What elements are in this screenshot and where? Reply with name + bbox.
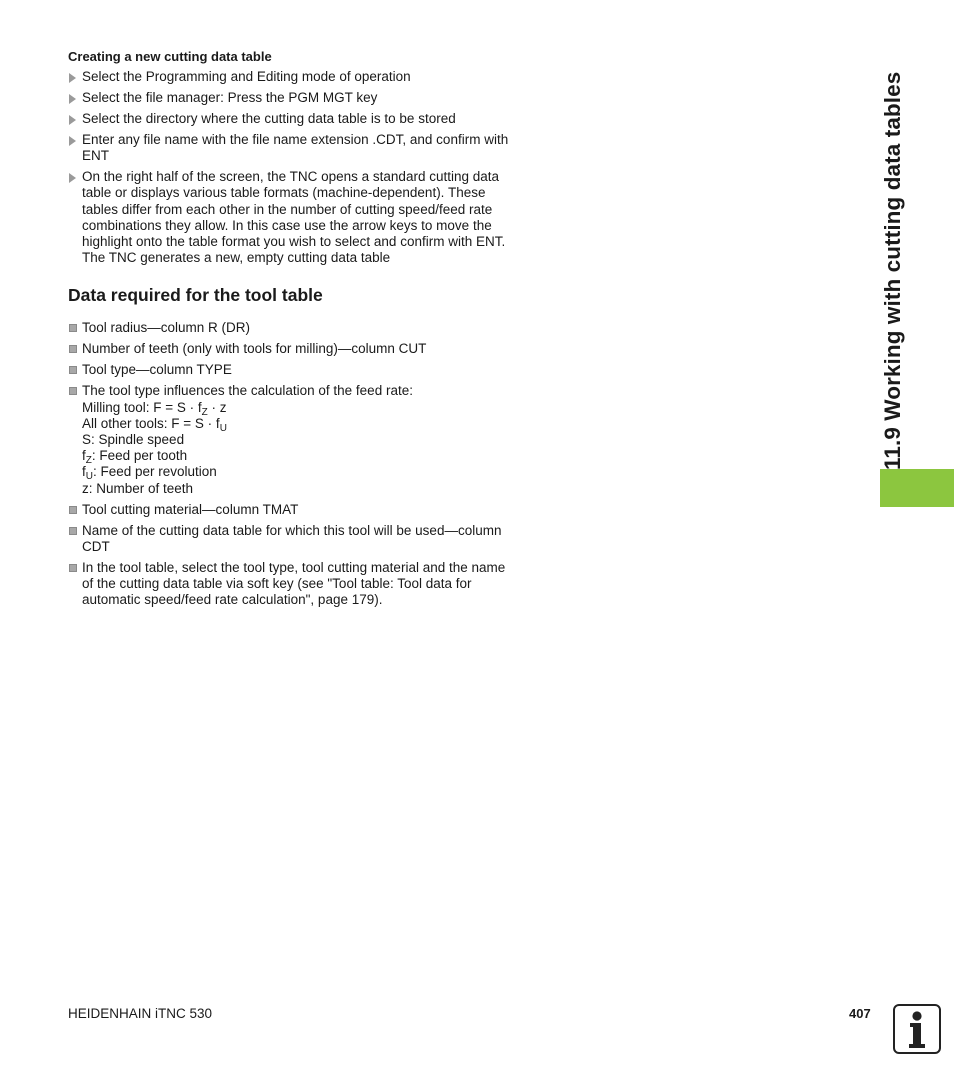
teeth-def: z: Number of teeth [82,480,194,496]
step-item: On the right half of the screen, the TNC opens a standard cutting data table or displays various table formats (machine-dependent). These tables differ from each other in the number of cutting speed/feed rate combinations they allow. In this case use the arrow keys to move the highlight onto the table format you wish to select and confirm with ENT. The TNC generates a new, empty cutting data table [68,169,518,266]
section-heading: Data required for the tool table [68,285,323,306]
list-item: Tool cutting material—column TMAT [68,502,518,518]
milling-formula: Milling tool: $F = S \cdot f_Z \cdot z$ [82,399,227,418]
list-item: Number of teeth (only with tools for milling)—column CUT [68,341,518,357]
step-item: Select the Programming and Editing mode of operation [68,69,518,85]
info-icon [893,1004,941,1054]
step-item: Select the directory where the cutting data table is to be stored [68,111,518,127]
step-item: Enter any file name with the file name extension .CDT, and confirm with ENT [68,132,518,164]
list-item: Name of the cutting data table for which this tool will be used—column CDT [68,523,518,555]
other-formula: All other tools: $F = S \cdot f_U$ [82,415,227,434]
footer-product: HEIDENHAIN iTNC 530 [68,1006,213,1021]
list-item: Tool type—column TYPE [68,362,518,378]
chapter-title: 11.9 Working with cutting data tables [880,71,905,470]
page-content [68,49,518,613]
list-item: In the tool table, select the tool type, tool cutting material and the name of the cutting data table via soft key (see "Tool table: Tool data for automatic speed/feed rate calculation", page 179). [68,560,518,609]
list-item-feed-rate [68,383,518,496]
chapter-tab [880,469,954,507]
procedure-steps [68,69,518,266]
step-item: Select the file manager: Press the PGM MGT key [68,90,518,106]
feed-rate-intro: The tool type influences the calculation of the feed rate: [82,383,413,399]
spindle-def: S: Spindle speed [82,432,185,448]
list-item: Tool radius—column R (DR) [68,320,518,336]
fu-def: $f_U$: Feed per revolution [82,464,217,483]
procedure-title: Creating a new cutting data table [68,49,272,64]
fz-def: $f_Z$: Feed per tooth [82,448,188,467]
required-data-list [68,320,518,608]
page-number: 407 [849,1006,871,1021]
